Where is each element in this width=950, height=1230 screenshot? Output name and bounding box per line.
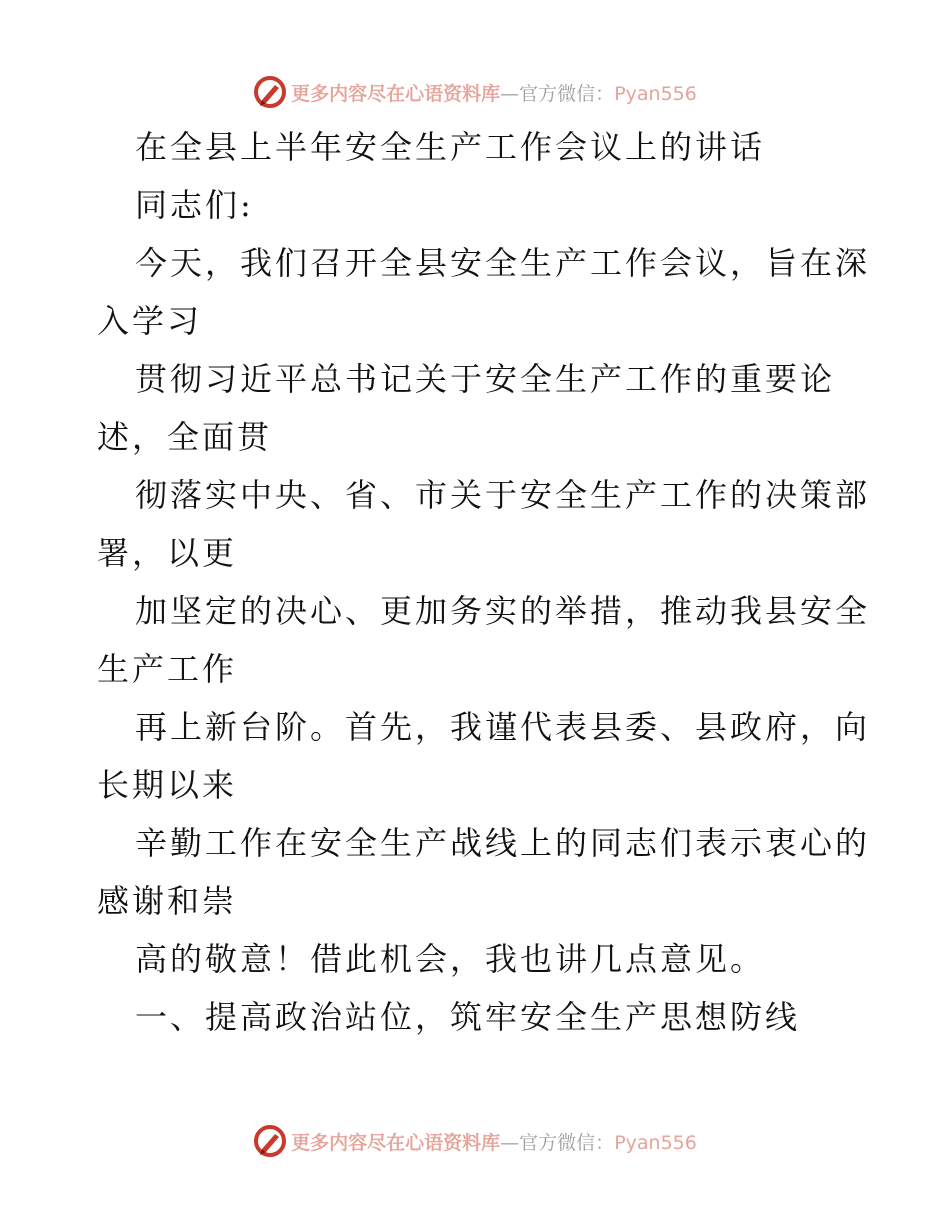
header-watermark: [0, 72, 950, 112]
watermark-text: [291, 1128, 697, 1155]
watermark-id: Pyan556: [614, 82, 697, 105]
watermark-main: 更多内容尽在心语资料库: [291, 1131, 501, 1154]
watermark-dash: —: [500, 1131, 520, 1154]
text-line: 贯彻习近平总书记关于安全生产工作的重要论: [135, 360, 836, 398]
pen-logo-icon: [253, 1124, 287, 1158]
watermark-label: 官方微信：: [519, 1131, 615, 1154]
watermark-main: 更多内容尽在心语资料库: [291, 82, 501, 105]
text-line: 述，全面贯: [97, 418, 273, 456]
text-line: 今天，我们召开全县安全生产工作会议，旨在深: [135, 244, 871, 282]
text-line: 入学习: [97, 302, 203, 340]
text-line: 加坚定的决心、更加务实的举措，推动我县安全: [135, 592, 871, 630]
document-body: [97, 118, 871, 1046]
text-line: 署，以更: [97, 534, 238, 572]
pen-logo-icon: [253, 75, 287, 109]
text-line: 长期以来: [97, 766, 238, 804]
text-line: 辛勤工作在安全生产战线上的同志们表示衷心的: [135, 824, 871, 862]
text-line: 再上新台阶。首先，我谨代表县委、县政府，向: [135, 708, 871, 746]
watermark-label: 官方微信：: [519, 82, 615, 105]
text-line: 彻落实中央、省、市关于安全生产工作的决策部: [135, 476, 871, 514]
text-line: 同志们:: [135, 186, 254, 224]
watermark-dash: —: [500, 82, 520, 105]
text-line: 一、提高政治站位，筑牢安全生产思想防线: [135, 998, 801, 1036]
text-line: 生产工作: [97, 650, 238, 688]
text-line: 在全县上半年安全生产工作会议上的讲话: [135, 128, 766, 166]
watermark-id: Pyan556: [614, 1131, 697, 1154]
watermark-text: [291, 79, 697, 106]
text-line: 高的敬意！借此机会，我也讲几点意见。: [135, 940, 766, 978]
text-line: 感谢和崇: [97, 882, 238, 920]
footer-watermark: [0, 1121, 950, 1161]
